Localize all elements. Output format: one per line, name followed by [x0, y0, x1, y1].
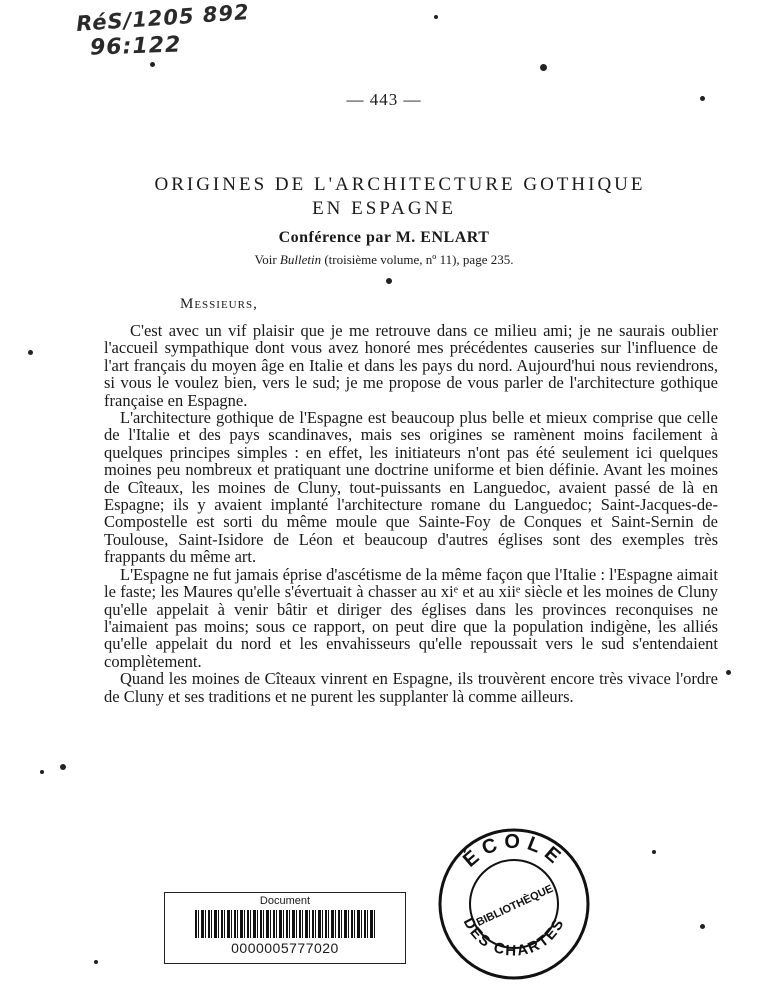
scan-speck: [434, 15, 438, 19]
note-ref: Bulletin: [279, 252, 322, 267]
salutation: Messieurs,: [180, 296, 258, 312]
scan-speck: [40, 770, 44, 774]
body-text: [104, 322, 718, 705]
scan-speck: [540, 64, 547, 71]
note-prefix: Voir: [254, 252, 277, 267]
title-line-2: EN ESPAGNE: [312, 198, 456, 219]
scan-speck: [150, 62, 155, 67]
title-line-1: ORIGINES DE L'ARCHITECTURE GOTHIQUE: [154, 174, 646, 195]
paragraph-2: L'architecture gothique de l'Espagne est beaucoup plus belle et mieux comprise que celle de l'Italie et des pays scandinaves, mais ses origines se ramènent moins facilement à quelques principes simples : en effet, les initiateurs n'ont pas été seulement ici quelques moines peu nombreux et pratiquant une doctrine uniforme et bien définie. Avant les moines de Cîteaux, les moines de Cluny, tout-puissants en Languedoc, avaient passé de là en Espagne; ils y avaient implanté l'architecture romane du Languedoc; Saint-Jacques-de-Compostelle est sorti du même moule que Sainte-Foy de Conques et Saint-Sernin de Toulouse, Saint-Isidore de Léon et beaucoup d'autres églises sont des exemples très frappants du même art.: [104, 408, 718, 567]
paragraph-4: Quand les moines de Cîteaux vinrent en Espagne, ils trouvèrent encore très vivace l'ordre de Cluny et ses traditions et ne purent les supplanter là comme ailleurs.: [104, 669, 718, 706]
handwritten-number: 96:122: [89, 32, 182, 61]
barcode-caption: Document: [259, 895, 311, 907]
reference-note: [0, 252, 768, 268]
paragraph-1: C'est avec un vif plaisir que je me retrouve dans ce milieu ami; je ne saurais oublier l'accueil sympathique dont vous avez honoré mes précédentes causeries sur l'influence de l'art français du moyen âge en Italie et dans les pays du nord. Aujourd'hui nous reviendrons, si vous le voulez bien, vers le sud; je me propose de vous parler de l'architecture gothique française en Espagne.: [104, 321, 718, 410]
stamp-middle-text: BIBLIOTHÈQUE: [474, 882, 556, 929]
barcode-icon: [195, 910, 375, 938]
barcode-number: 0000005777020: [231, 940, 339, 956]
note-suffix: (troisième volume, nº 11), page 235.: [324, 252, 514, 267]
scan-speck: [28, 350, 33, 355]
stamp-top-text: ÉCOLE: [459, 830, 569, 872]
library-stamp: [434, 824, 594, 984]
handwritten-shelfmark: RéS/1205 892: [75, 0, 251, 37]
scan-speck: [386, 278, 392, 284]
scan-speck: [60, 764, 66, 770]
stamp-bottom-text: DES CHARTES: [459, 914, 569, 960]
svg-text:ÉCOLE: [458, 831, 569, 872]
paragraph-3: L'Espagne ne fut jamais éprise d'ascétisme de la même façon que l'Italie : l'Espagne aimait le faste; les Maures qu'elle s'évertuait à chasser au xiᵉ et au xiiᵉ siècle et les moines de Cluny qu'elle appelait à venir bâtir et diriger des églises dans les provinces reconquises ne l'aimaient pas moins; sous ce rapport, on peut dire que la population indigène, les alliés qu'elle appelait du nord et les envahisseurs qu'elle repoussait vers le sud s'entendaient complètement.: [104, 564, 718, 671]
scan-speck: [652, 850, 656, 854]
scan-speck: [700, 924, 705, 929]
scan-speck: [726, 670, 731, 675]
byline: Conférence par M. ENLART: [278, 229, 490, 246]
scan-speck: [94, 960, 98, 964]
page-number: — 443 —: [346, 90, 422, 109]
barcode-label: [164, 892, 406, 964]
scan-speck: [700, 96, 705, 101]
